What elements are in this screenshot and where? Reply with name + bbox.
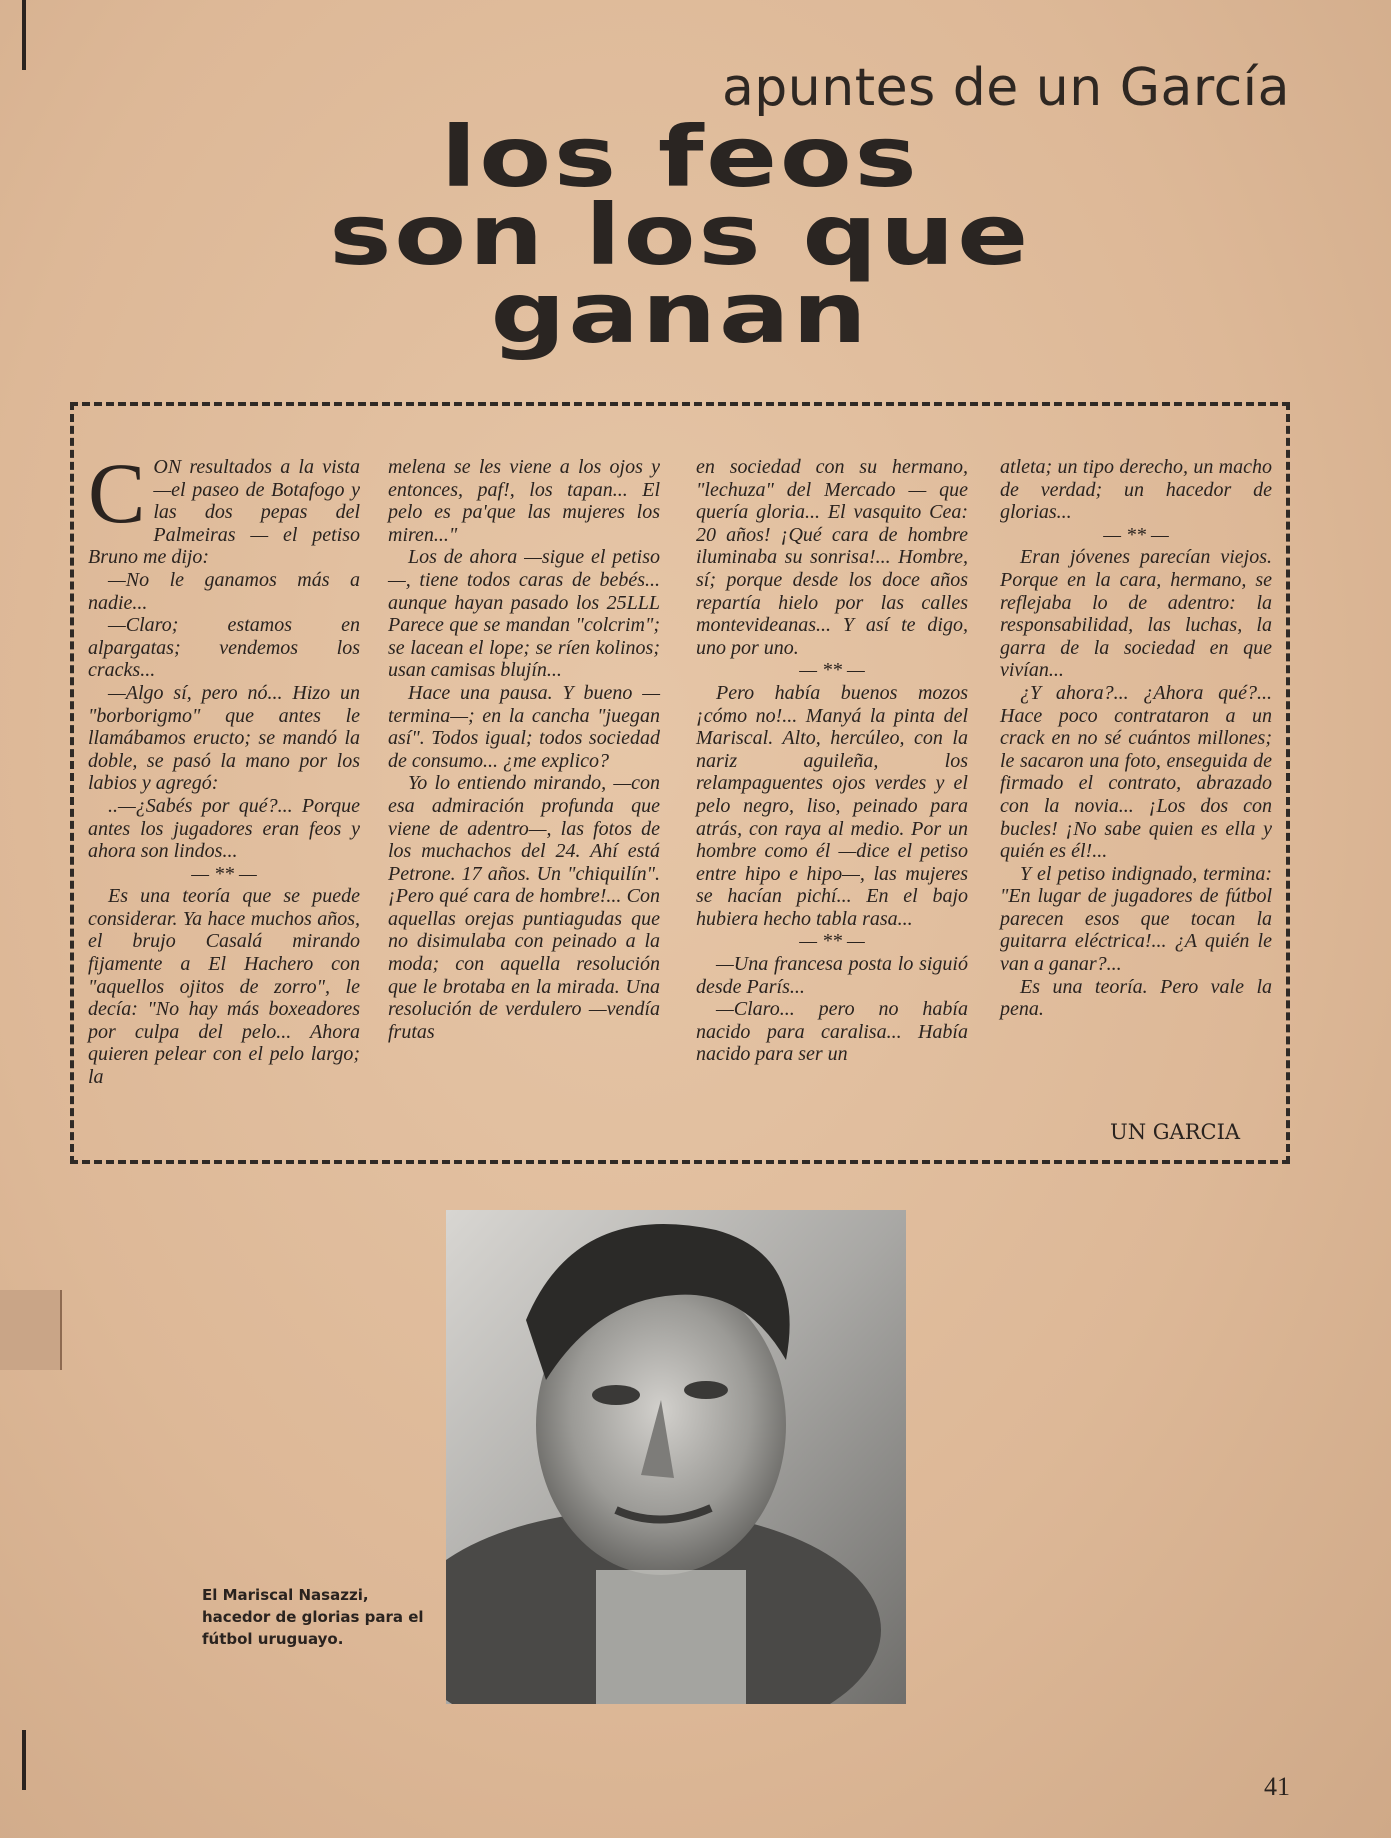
headline-line-1: los feos	[440, 108, 920, 206]
paragraph-text: Es una teoría. Pero vale la pena.	[1000, 975, 1272, 1021]
paragraph-text: melena se les viene a los ojos y entonces, paf!, los tapan... El pelo es pa'que las mujeres los miren..."	[388, 456, 660, 546]
paragraph-text: —Una francesa posta lo siguió desde París...	[696, 953, 968, 998]
portrait-image	[446, 1210, 906, 1704]
paragraph-text: — ** —	[799, 659, 865, 682]
page-number: 41	[1264, 1772, 1290, 1801]
article-paragraph	[1000, 863, 1272, 976]
paragraph-text: — ** —	[191, 862, 257, 885]
headline-line-3: ganan	[490, 264, 870, 362]
paragraph-text: Hace una pausa. Y bueno —termina—; en la cancha "juegan así". Todos igual; todos sociedad de consumo... ¿me explico?	[388, 681, 660, 772]
article-paragraph	[1000, 682, 1272, 863]
section-separator	[88, 863, 360, 886]
article-paragraph	[1000, 546, 1272, 682]
article-column-1	[88, 445, 360, 1089]
article-column-4	[1000, 456, 1272, 1021]
article-column-3	[696, 456, 968, 1066]
paragraph-text: ON resultados a la vista —el paseo de Botafogo y las dos pepas del Palmeiras — el petiso Bruno me dijo:	[88, 456, 360, 569]
article-paragraph	[1000, 456, 1272, 524]
article-paragraph	[88, 885, 360, 1088]
article-paragraph	[696, 998, 968, 1066]
paragraph-text: Es una teoría que se puede considerar. Ya hace muchos años, el brujo Casalá mirando fijamente a El Hachero con "aquellos ojitos de zorro", le decía: "No hay más boxeadores por culpa del pelo... Ahora quieren pelear con el pelo largo; la	[88, 885, 360, 1089]
paragraph-text: Yo lo entiendo mirando, —con esa admiración profunda que viene de adentro—, las fotos de los muchachos del 24. Ahí está Petrone. 17 años. Un "chiquilín". ¡Pero qué cara de hombre!... Con aquellas orejas puntiagudas que no disimulaba con peinado a la moda; con aquella resolución que le brotaba en la mirada. Una resolución de verdulero —vendía frutas	[388, 772, 660, 1043]
paragraph-text: Y el petiso indignado, termina: "En lugar de jugadores de fútbol parecen esos que tocan la guitarra eléctrica!... ¿A quién le van a ganar?...	[1000, 862, 1272, 976]
article-paragraph	[88, 614, 360, 682]
paragraph-text: atleta; un tipo derecho, un macho de verdad; un hacedor de glorias...	[1000, 456, 1272, 524]
headline-line-2: son los que	[329, 186, 1031, 284]
photo-caption: El Mariscal Nasazzi, hacedor de glorias para el fútbol uruguayo.	[202, 1586, 424, 1648]
article-paragraph	[696, 953, 968, 998]
article-paragraph	[1000, 976, 1272, 1021]
author-signature: UN GARCIA	[1110, 1120, 1241, 1144]
paragraph-text: ..—¿Sabés por qué?... Porque antes los jugadores eran feos y ahora son lindos...	[88, 794, 360, 863]
paragraph-text: —Algo sí, pero nó... Hizo un "borborigmo" que antes le llamábamos eructo; se mandó la doble, se pasó la mano por los labios y agregó:	[88, 681, 360, 795]
paragraph-text: Los de ahora —sigue el petiso—, tiene todos caras de bebés... aunque hayan pasado los 25LLL Parece que se mandan "colcrim"; se lacean el lope; se ríen kolinos; usan camisas blujín...	[388, 546, 660, 682]
paragraph-text: en sociedad con su hermano, "lechuza" del Mercado — que quería gloria... El vasquito Cea: 20 años! ¡Qué cara de hombre iluminaba su sonrisa!... Hombre, sí; porque desde los doce años repartía hielo por las calles montevideanas... Y así te digo, uno por uno.	[696, 456, 968, 659]
paragraph-text: — ** —	[799, 930, 865, 953]
article-paragraph	[388, 456, 660, 546]
article-paragraph	[388, 682, 660, 772]
section-separator	[1000, 524, 1272, 547]
drop-cap: C	[88, 445, 146, 541]
kicker: apuntes de un García	[721, 58, 1290, 118]
article-paragraph	[696, 456, 968, 659]
article-paragraph	[388, 772, 660, 1043]
paragraph-text: — ** —	[1103, 523, 1169, 546]
article-paragraph	[88, 445, 360, 569]
headline	[130, 108, 1230, 362]
paragraph-text: Eran jóvenes parecían viejos. Porque en la cara, hermano, se reflejaba lo de adentro: la responsabilidad, las luchas, la garra de la sociedad en que vivían...	[1000, 546, 1272, 682]
photo-nasazzi	[446, 1210, 906, 1704]
article-paragraph	[88, 569, 360, 614]
article-paragraph	[696, 682, 968, 931]
edge-mark-top	[22, 0, 26, 70]
section-separator	[696, 659, 968, 682]
article-paragraph	[88, 795, 360, 863]
article-paragraph	[388, 546, 660, 682]
paragraph-text: Pero había buenos mozos ¡cómo no!... Manyá la pinta del Mariscal. Alto, hercúleo, con la nariz aguileña, los relampaguentes ojos verdes y el pelo negro, liso, peinado para atrás, con raya al medio. Por un hombre como él —dice el petiso entre hipo e hipo—, las mujeres se hacían pichí... En el bajo hubiera hecho tabla rasa...	[696, 681, 968, 930]
paragraph-text: —Claro... pero no había nacido para caralisa... Había nacido para ser un	[696, 998, 968, 1066]
paragraph-text: —No le ganamos más a nadie...	[88, 568, 360, 614]
torn-edge	[0, 1290, 62, 1370]
article-column-2	[388, 456, 660, 1043]
edge-mark-bottom	[22, 1730, 26, 1790]
paragraph-text: —Claro; estamos en alpargatas; vendemos los cracks...	[88, 614, 360, 682]
paragraph-text: ¿Y ahora?... ¿Ahora qué?... Hace poco contrataron a un crack en no sé cuántos millones; le sacaron una foto, enseguida de firmado el contrato, abrazado con la novia... ¡Los dos con bucles! ¡No sabe quien es ella y quién es él!...	[1000, 681, 1272, 863]
section-separator	[696, 930, 968, 953]
article-paragraph	[88, 682, 360, 795]
